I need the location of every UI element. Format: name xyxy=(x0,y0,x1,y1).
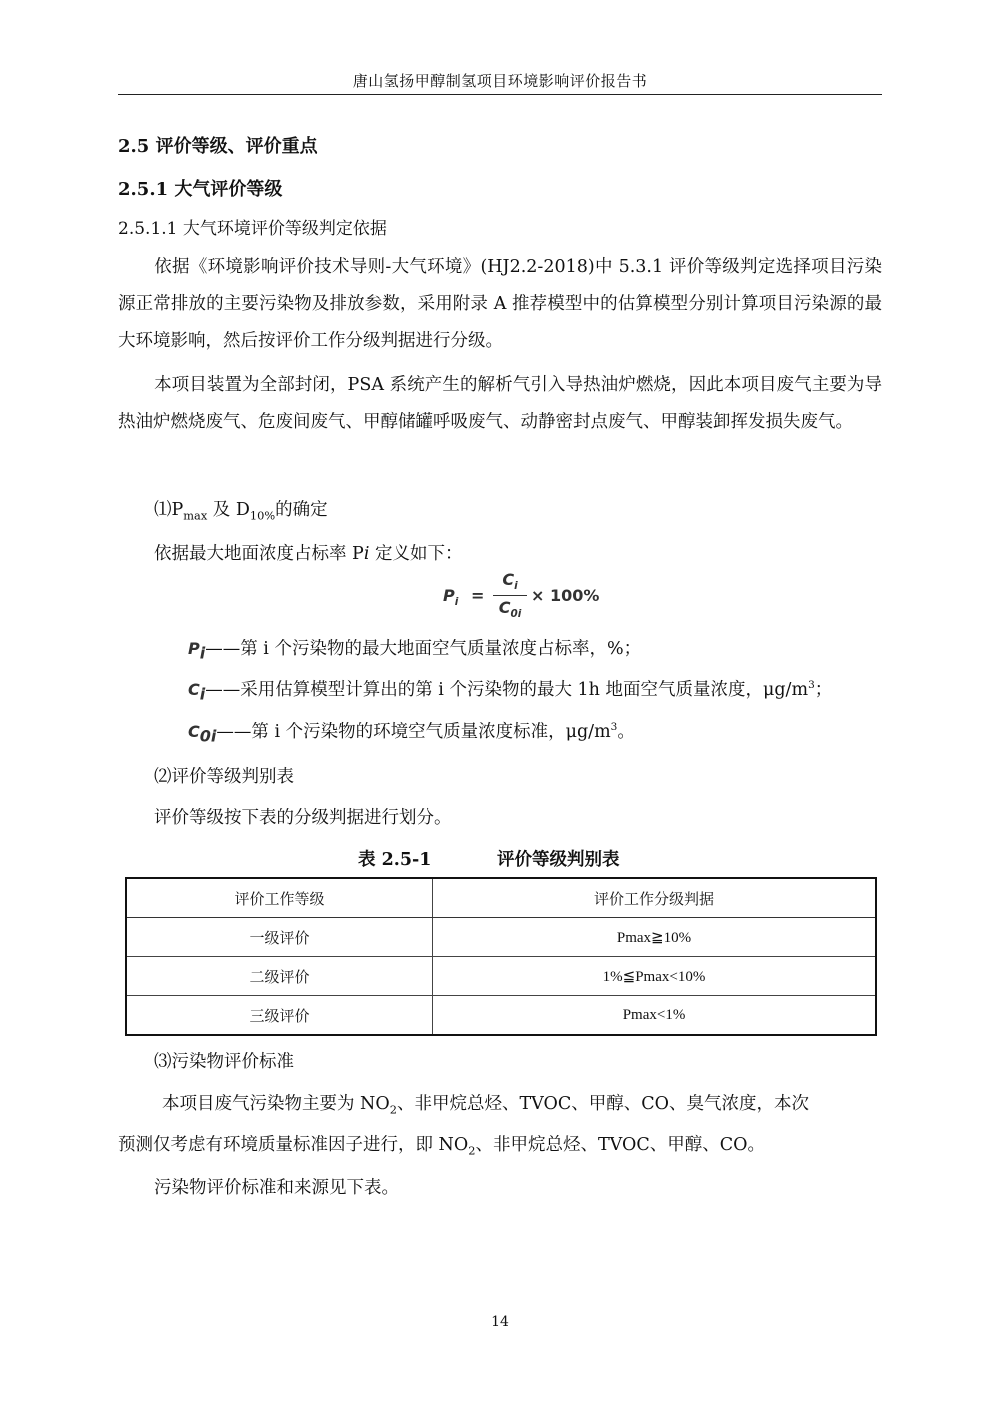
pollutant-paragraph-line1 xyxy=(162,1090,809,1117)
formula-num-sub: i xyxy=(514,580,518,593)
paragraph-basis-text: 依据《环境影响评价技术导则-大气环境》(HJ2.2-2018)中 5.3.1 评价等级判定选择项目污染源正常排放的主要污染物及排放参数，采用附录 A 推荐模型中的估算模型分别计算项目污染源的最大环境影响，然后按评价工作分级判据进行分级。 xyxy=(118,257,882,351)
table-header-cell: 评价工作等级 xyxy=(126,878,433,918)
table-row xyxy=(126,996,876,1036)
pollutant-line2-sub: 2 xyxy=(468,1143,476,1158)
paragraph-project-exhaust-text: 本项目装置为全部封闭，PSA 系统产生的解析气引入导热油炉燃烧，因此本项目废气主要为导热油炉燃烧废气、危废间废气、甲醇储罐呼吸废气、动静密封点废气、甲醇装卸挥发损失废气。 xyxy=(118,375,882,432)
definition-ci xyxy=(188,676,832,704)
item-pmax-prefix: ⑴P xyxy=(154,500,184,520)
formula-equals: = xyxy=(471,586,485,605)
definition-pi-symbol: P xyxy=(188,639,200,658)
pi-definition-intro xyxy=(154,540,463,565)
definition-pi-sub: i xyxy=(199,643,206,663)
pollutant-line1-b: 、非甲烷总烃、TVOC、甲醇、CO、臭气浓度，本次 xyxy=(396,1094,809,1114)
table-cell-grade: 二级评价 xyxy=(126,957,433,996)
table-header-row xyxy=(126,878,876,918)
header-divider xyxy=(118,94,882,95)
item-grade-table-title: ⑵评价等级判别表 xyxy=(154,767,294,787)
page-number: 14 xyxy=(491,1314,509,1330)
table-row xyxy=(126,957,876,996)
formula-denominator xyxy=(493,598,527,620)
definition-ci-symbol: C xyxy=(188,680,200,699)
item-grade-table-desc: 评价等级按下表的分级判据进行划分。 xyxy=(154,808,452,828)
item-pmax-d10 xyxy=(154,496,328,523)
formula-num-symbol: C xyxy=(502,570,515,589)
pollutant-line1-a: 本项目废气污染物主要为 NO xyxy=(162,1094,390,1114)
item-pmax-mid: 及 D xyxy=(207,500,250,520)
formula-lhs-symbol: P xyxy=(443,586,455,605)
pi-definition-italic: i xyxy=(363,544,370,564)
item-pmax-suffix: 的确定 xyxy=(275,500,328,520)
page-header-title: 唐山氢扬甲醇制氢项目环境影响评价报告书 xyxy=(352,72,648,90)
pi-definition-after: 定义如下： xyxy=(369,544,463,564)
pollutant-line2-a: 预测仅考虑有环境质量标准因子进行，即 NO xyxy=(118,1135,469,1155)
table-row xyxy=(126,918,876,957)
section-heading-2-5-1-1: 2.5.1.1 大气环境评价等级判定依据 xyxy=(118,219,387,239)
definition-pi-text: ——第 i 个污染物的最大地面空气质量浓度占标率，%； xyxy=(205,639,642,659)
definition-c0i-tail: 。 xyxy=(617,722,635,742)
pi-formula xyxy=(443,570,603,626)
definition-c0i xyxy=(188,718,635,746)
definition-pi xyxy=(188,635,641,663)
definition-ci-sub: i xyxy=(199,684,206,704)
paragraph-project-exhaust xyxy=(118,367,882,441)
definition-ci-text: ——采用估算模型计算出的第 i 个污染物的最大 1h 地面空气质量浓度，μg/m xyxy=(205,680,809,700)
table-header-cell: 评价工作分级判据 xyxy=(433,878,877,918)
table-cell-criteria: Pmax<1% xyxy=(433,996,877,1036)
formula-numerator xyxy=(493,570,527,592)
table-cell-criteria: Pmax≧10% xyxy=(433,918,877,957)
paragraph-basis xyxy=(118,249,882,360)
definition-ci-tail: ； xyxy=(814,680,833,700)
definition-c0i-sup: 3 xyxy=(610,721,618,734)
formula-den-sub: 0i xyxy=(510,608,522,621)
pollutant-paragraph-line2 xyxy=(118,1131,765,1158)
pollutant-table-reference: 污染物评价标准和来源见下表。 xyxy=(154,1178,399,1198)
formula-lhs-sub: i xyxy=(454,596,459,609)
table-cell-grade: 三级评价 xyxy=(126,996,433,1036)
definition-c0i-text: ——第 i 个污染物的环境空气质量浓度标准，μg/m xyxy=(216,722,611,742)
item-pollutant-standard-title: ⑶污染物评价标准 xyxy=(154,1052,294,1072)
section-heading-2-5: 2.5 评价等级、评价重点 xyxy=(118,136,318,157)
formula-fraction-bar xyxy=(493,595,527,596)
formula-lhs xyxy=(443,586,458,608)
definition-ci-sup: 3 xyxy=(808,679,815,692)
definition-c0i-sub: 0i xyxy=(199,726,217,746)
section-heading-2-5-1: 2.5.1 大气评价等级 xyxy=(118,179,283,200)
item-d10-sub: 10% xyxy=(249,508,276,523)
item-pmax-sub: max xyxy=(183,508,208,523)
pollutant-line1-sub: 2 xyxy=(389,1102,397,1117)
table-title: 评价等级判别表 xyxy=(497,850,620,870)
formula-rhs: × 100% xyxy=(531,586,600,605)
pi-definition-before: 依据最大地面浓度占标率 P xyxy=(154,544,364,564)
formula-den-symbol: C xyxy=(498,598,511,617)
pollutant-line2-b: 、非甲烷总烃、TVOC、甲醇、CO。 xyxy=(475,1135,765,1155)
table-cell-grade: 一级评价 xyxy=(126,918,433,957)
table-number: 表 2.5-1 xyxy=(358,850,432,870)
definition-c0i-symbol: C xyxy=(188,722,200,741)
grade-table xyxy=(125,877,877,1036)
table-cell-criteria: 1%≦Pmax<10% xyxy=(433,957,877,996)
